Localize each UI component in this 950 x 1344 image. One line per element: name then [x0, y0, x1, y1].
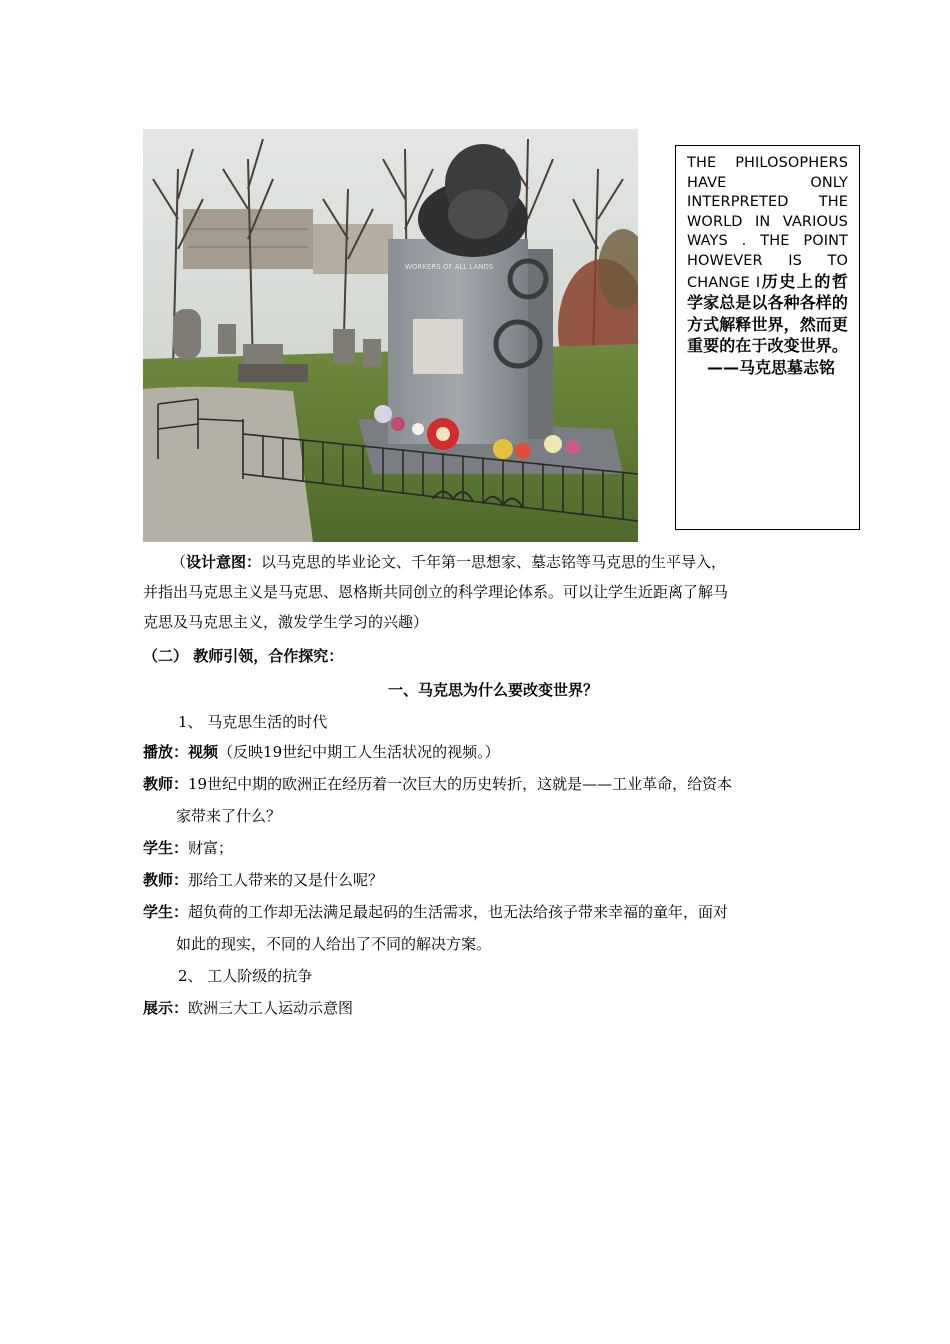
student-label: 学生：: [143, 839, 189, 857]
heading-one: 一、马克思为什么要改变世界？: [387, 681, 598, 699]
design-intent-line-3: 克思及马克思主义，激发学生学习的兴趣）: [143, 613, 429, 631]
play-bold-text: 视频: [188, 743, 219, 761]
play-text: （反映19世纪中期工人生活状况的视频。）: [218, 743, 500, 761]
quote-signature: ——马克思墓志铭: [707, 357, 836, 377]
student-label: 学生：: [143, 903, 189, 921]
subheading-1: 1、 马克思生活的时代: [178, 713, 328, 731]
show-text: 欧洲三大工人运动示意图: [188, 999, 354, 1017]
design-intent-label: 设计意图：: [186, 553, 262, 571]
teacher-text: 那给工人带来的又是什么呢？: [188, 871, 384, 889]
play-label: 播放：: [143, 743, 189, 761]
student-line-1: [143, 833, 808, 863]
design-intent-paragraph: [143, 547, 808, 577]
show-line: [143, 993, 808, 1023]
quote-chinese: 历史上的哲学家总是以各种各样的方式解释世界，然而更重要的在于改变世界。: [687, 271, 849, 356]
teacher-text: 19世纪中期的欧洲正在经历着一次巨大的历史转折，这就是——工业革命，给资本: [188, 775, 733, 793]
teacher-line-1-cont: 家带来了什么？: [176, 807, 282, 825]
play-line: [143, 737, 808, 767]
student-line-2-cont: 如此的现实，不同的人给出了不同的解决方案。: [176, 935, 492, 953]
teacher-label: 教师：: [143, 775, 189, 793]
student-line-2: [143, 897, 808, 927]
teacher-line-2: [143, 865, 808, 895]
marx-tomb-photo: [143, 129, 638, 542]
quote-english-text: [687, 154, 848, 358]
design-intent-open: （: [171, 553, 187, 571]
quote-english: THE PHILOSOPHERS HAVE ONLY INTERPRETED THE WORLD IN VARIOUS WAYS . THE POINT HOWEVER IS TO CHANGE I: [687, 155, 848, 291]
epitaph-quote-box: [675, 145, 860, 530]
design-intent-text: 以马克思的毕业论文、千年第一思想家、墓志铭等马克思的生平导入，: [261, 553, 727, 571]
show-label: 展示：: [143, 999, 189, 1017]
student-text: 财富；: [188, 839, 234, 857]
section-two-heading: （二） 教师引领，合作探究：: [143, 647, 344, 665]
teacher-line-1: [143, 769, 808, 799]
svg-text:WORKERS OF ALL LANDS: WORKERS OF ALL LANDS: [405, 263, 494, 271]
subheading-2: 2、 工人阶级的抗争: [178, 967, 313, 985]
teacher-label: 教师：: [143, 871, 189, 889]
design-intent-line-2: 并指出马克思主义是马克思、恩格斯共同创立的科学理论体系。可以让学生近距离了解马: [143, 583, 729, 601]
student-text: 超负荷的工作却无法满足最起码的生活需求，也无法给孩子带来幸福的童年，面对: [188, 903, 729, 921]
